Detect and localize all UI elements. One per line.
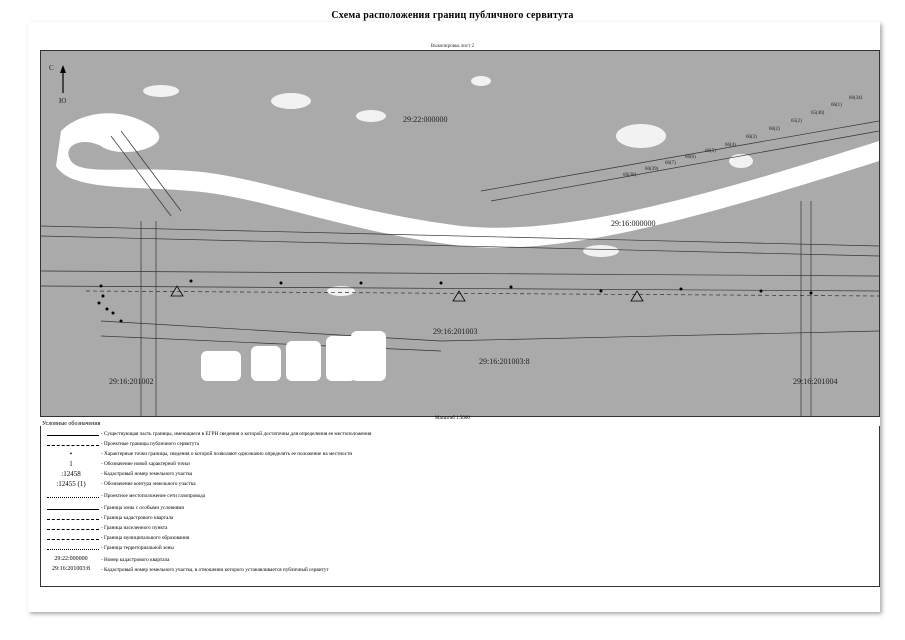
legend-item: • - Характерные точки границы, сведения о которой позволяют однозначно определить ее положение на местности xyxy=(69,450,353,458)
stamp-blob xyxy=(201,331,386,381)
point-label: 66(7) xyxy=(665,161,676,166)
river xyxy=(56,113,879,247)
parcel-label: 29:16:201003 xyxy=(433,327,478,336)
legend-title: Условные обозначения xyxy=(42,421,101,427)
legend-item: :12455 (1) - Обозначение контура земельного участка xyxy=(56,480,196,488)
point-label: 66(4) xyxy=(725,143,736,148)
map-lines xyxy=(41,121,879,416)
point-label: 65(40) xyxy=(811,111,825,116)
legend-item: 1 - Обозначение новой характерной точки xyxy=(69,460,190,468)
point-label: 66(39) xyxy=(645,167,659,172)
legend-item: 29:22:000000 - Номер кадастрового квартала xyxy=(54,556,170,563)
point-label: 66(2) xyxy=(769,127,780,132)
legend-item: - Проектное местоположение сети газопровода xyxy=(41,492,879,502)
map-area[interactable] xyxy=(40,50,880,417)
point-label: 66(3) xyxy=(746,135,757,140)
point-label: 66(6) xyxy=(685,155,696,160)
legend-item: - Граница зоны с особыми условиями xyxy=(41,504,879,514)
point-label: 66(1) xyxy=(831,103,842,108)
map-scale: Масштаб 1:5000 xyxy=(435,416,470,421)
parcel-label: 29:22:000000 xyxy=(403,115,448,124)
legend-item: - Граница территориальной зоны xyxy=(41,544,879,554)
north-arrow-head xyxy=(60,65,66,73)
legend-item: :12458 - Кадастровый номер земельного участка xyxy=(61,470,193,478)
point-label: 66(34) xyxy=(849,96,863,101)
parcel-label: 29:16:201002 xyxy=(109,377,154,386)
sheet-label: Выкопировка лист 2 xyxy=(430,44,475,49)
legend-item: 29:16:201003:8 - Кадастровый номер земельного участка, в отношении которого устанавливается публичный сервитут xyxy=(51,566,329,573)
parcel-label: 29:16:000000 xyxy=(611,219,656,228)
legend-item: - Граница населенного пункта xyxy=(41,524,879,534)
point-label: 66(5) xyxy=(705,149,716,154)
legend-item: - Граница муниципального образования xyxy=(41,534,879,544)
point-label: 65(2) xyxy=(791,119,802,124)
parcel-label: 29:16:201004 xyxy=(793,377,838,386)
legend-item: - Проектные границы публичного сервитута xyxy=(41,440,879,450)
page-title: Схема расположения границ публичного сервитута xyxy=(331,10,574,21)
parcel-label: 29:16:201003:8 xyxy=(479,357,530,366)
legend-item: - Граница кадастрового квартала xyxy=(41,514,879,524)
legend xyxy=(40,426,880,587)
north-label: С xyxy=(49,64,54,72)
legend-item: - Существующая часть границы, имеющиеся в ЕГРН сведения о которой достаточны для определения ее местоположения xyxy=(41,430,879,440)
point-label: 66(38) xyxy=(623,173,637,178)
map-drawing xyxy=(41,51,879,416)
south-label: Ю xyxy=(59,97,67,105)
